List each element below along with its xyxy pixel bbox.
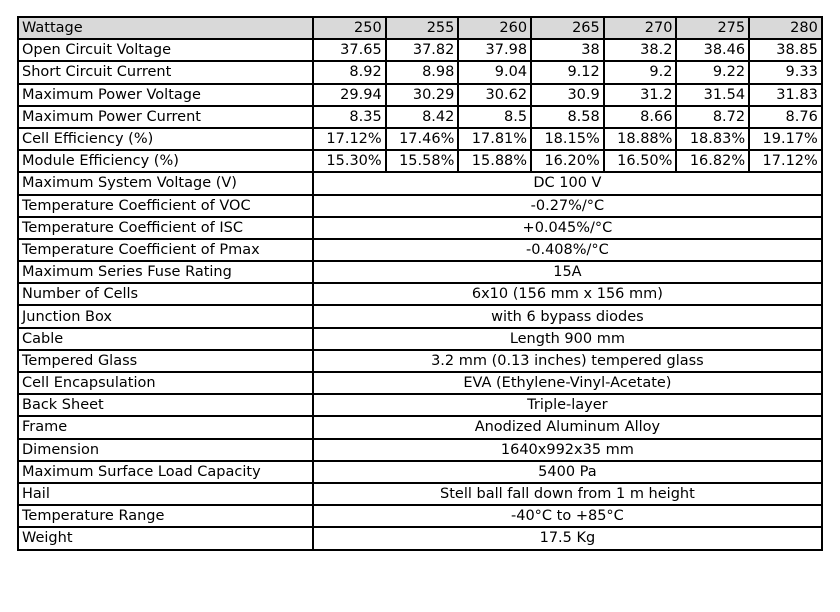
value-cell: 8.58: [531, 106, 604, 128]
value-cell: +0.045%/°C: [313, 217, 822, 239]
spec-row-series-fuse-rating: [18, 261, 822, 283]
value-cell: 9.12: [531, 61, 604, 83]
row-label: Temperature Coefficient of Pmax: [18, 239, 313, 261]
value-cell: 15.30%: [313, 150, 386, 172]
value-cell: 17.12%: [749, 150, 822, 172]
spec-row-short-circuit-current: [18, 61, 822, 83]
value-cell: 16.20%: [531, 150, 604, 172]
value-cell: 16.50%: [604, 150, 677, 172]
spec-row-hail: [18, 483, 822, 505]
value-cell: -0.27%/°C: [313, 195, 822, 217]
value-cell: 8.92: [313, 61, 386, 83]
spec-row-weight: [18, 527, 822, 549]
spec-row-surface-load-capacity: [18, 461, 822, 483]
value-cell: Stell ball fall down from 1 m height: [313, 483, 822, 505]
value-cell: 30.29: [386, 84, 459, 106]
value-cell: 17.81%: [458, 128, 531, 150]
value-cell: 38.2: [604, 39, 677, 61]
value-cell: 19.17%: [749, 128, 822, 150]
row-label: Module Efficiency (%): [18, 150, 313, 172]
row-label: Cell Encapsulation: [18, 372, 313, 394]
row-label: Hail: [18, 483, 313, 505]
header-row: [18, 17, 822, 39]
wattage-cell: 280: [749, 17, 822, 39]
row-label: Back Sheet: [18, 394, 313, 416]
wattage-cell: 255: [386, 17, 459, 39]
wattage-cell: 275: [676, 17, 749, 39]
value-cell: 17.5 Kg: [313, 527, 822, 549]
row-label: Temperature Coefficient of ISC: [18, 217, 313, 239]
value-cell: 8.5: [458, 106, 531, 128]
spec-row-maximum-power-voltage: [18, 84, 822, 106]
value-cell: 31.2: [604, 84, 677, 106]
spec-row-temperature-range: [18, 505, 822, 527]
value-cell: 15A: [313, 261, 822, 283]
value-cell: 37.82: [386, 39, 459, 61]
value-cell: 9.33: [749, 61, 822, 83]
value-cell: 37.98: [458, 39, 531, 61]
value-cell: 9.2: [604, 61, 677, 83]
row-label: Tempered Glass: [18, 350, 313, 372]
value-cell: EVA (Ethylene-Vinyl-Acetate): [313, 372, 822, 394]
spec-row-temp-coefficient-voc: [18, 195, 822, 217]
value-cell: 5400 Pa: [313, 461, 822, 483]
value-cell: 6x10 (156 mm x 156 mm): [313, 283, 822, 305]
row-label: Maximum Series Fuse Rating: [18, 261, 313, 283]
value-cell: 31.54: [676, 84, 749, 106]
value-cell: 3.2 mm (0.13 inches) tempered glass: [313, 350, 822, 372]
spec-row-cable: [18, 328, 822, 350]
spec-row-open-circuit-voltage: [18, 39, 822, 61]
row-label: Temperature Range: [18, 505, 313, 527]
value-cell: 1640x992x35 mm: [313, 439, 822, 461]
value-cell: 16.82%: [676, 150, 749, 172]
value-cell: 15.58%: [386, 150, 459, 172]
spec-row-junction-box: [18, 305, 822, 327]
row-label: Frame: [18, 416, 313, 438]
spec-row-temp-coefficient-pmax: [18, 239, 822, 261]
value-cell: 30.9: [531, 84, 604, 106]
spec-row-cell-efficiency: [18, 128, 822, 150]
value-cell: Anodized Aluminum Alloy: [313, 416, 822, 438]
spec-row-number-of-cells: [18, 283, 822, 305]
wattage-cell: 265: [531, 17, 604, 39]
row-label: Cell Efficiency (%): [18, 128, 313, 150]
value-cell: 8.76: [749, 106, 822, 128]
value-cell: 18.15%: [531, 128, 604, 150]
row-label: Weight: [18, 527, 313, 549]
row-label: Maximum Power Current: [18, 106, 313, 128]
value-cell: 15.88%: [458, 150, 531, 172]
value-cell: 31.83: [749, 84, 822, 106]
spec-row-dimension: [18, 439, 822, 461]
spec-row-max-system-voltage: [18, 172, 822, 194]
value-cell: 30.62: [458, 84, 531, 106]
value-cell: DC 100 V: [313, 172, 822, 194]
specifications-table: [17, 16, 823, 551]
spec-row-frame: [18, 416, 822, 438]
wattage-cell: 260: [458, 17, 531, 39]
value-cell: 38: [531, 39, 604, 61]
row-label: Maximum Surface Load Capacity: [18, 461, 313, 483]
wattage-cell: 270: [604, 17, 677, 39]
row-label: Open Circuit Voltage: [18, 39, 313, 61]
spec-row-module-efficiency: [18, 150, 822, 172]
value-cell: 8.72: [676, 106, 749, 128]
value-cell: 17.12%: [313, 128, 386, 150]
value-cell: 8.98: [386, 61, 459, 83]
spec-row-tempered-glass: [18, 350, 822, 372]
spec-row-back-sheet: [18, 394, 822, 416]
row-label: Maximum Power Voltage: [18, 84, 313, 106]
value-cell: 38.85: [749, 39, 822, 61]
spec-row-cell-encapsulation: [18, 372, 822, 394]
value-cell: 18.83%: [676, 128, 749, 150]
value-cell: 8.42: [386, 106, 459, 128]
value-cell: with 6 bypass diodes: [313, 305, 822, 327]
value-cell: 38.46: [676, 39, 749, 61]
value-cell: 17.46%: [386, 128, 459, 150]
value-cell: 18.88%: [604, 128, 677, 150]
value-cell: 29.94: [313, 84, 386, 106]
row-label: Number of Cells: [18, 283, 313, 305]
row-label: Junction Box: [18, 305, 313, 327]
value-cell: Length 900 mm: [313, 328, 822, 350]
value-cell: 9.22: [676, 61, 749, 83]
value-cell: -40°C to +85°C: [313, 505, 822, 527]
row-label: Temperature Coefficient of VOC: [18, 195, 313, 217]
row-label: Maximum System Voltage (V): [18, 172, 313, 194]
spec-row-temp-coefficient-isc: [18, 217, 822, 239]
value-cell: -0.408%/°C: [313, 239, 822, 261]
value-cell: 8.35: [313, 106, 386, 128]
row-label: Cable: [18, 328, 313, 350]
value-cell: Triple-layer: [313, 394, 822, 416]
header-label: Wattage: [18, 17, 313, 39]
spec-row-maximum-power-current: [18, 106, 822, 128]
row-label: Short Circuit Current: [18, 61, 313, 83]
value-cell: 9.04: [458, 61, 531, 83]
wattage-cell: 250: [313, 17, 386, 39]
value-cell: 8.66: [604, 106, 677, 128]
row-label: Dimension: [18, 439, 313, 461]
value-cell: 37.65: [313, 39, 386, 61]
